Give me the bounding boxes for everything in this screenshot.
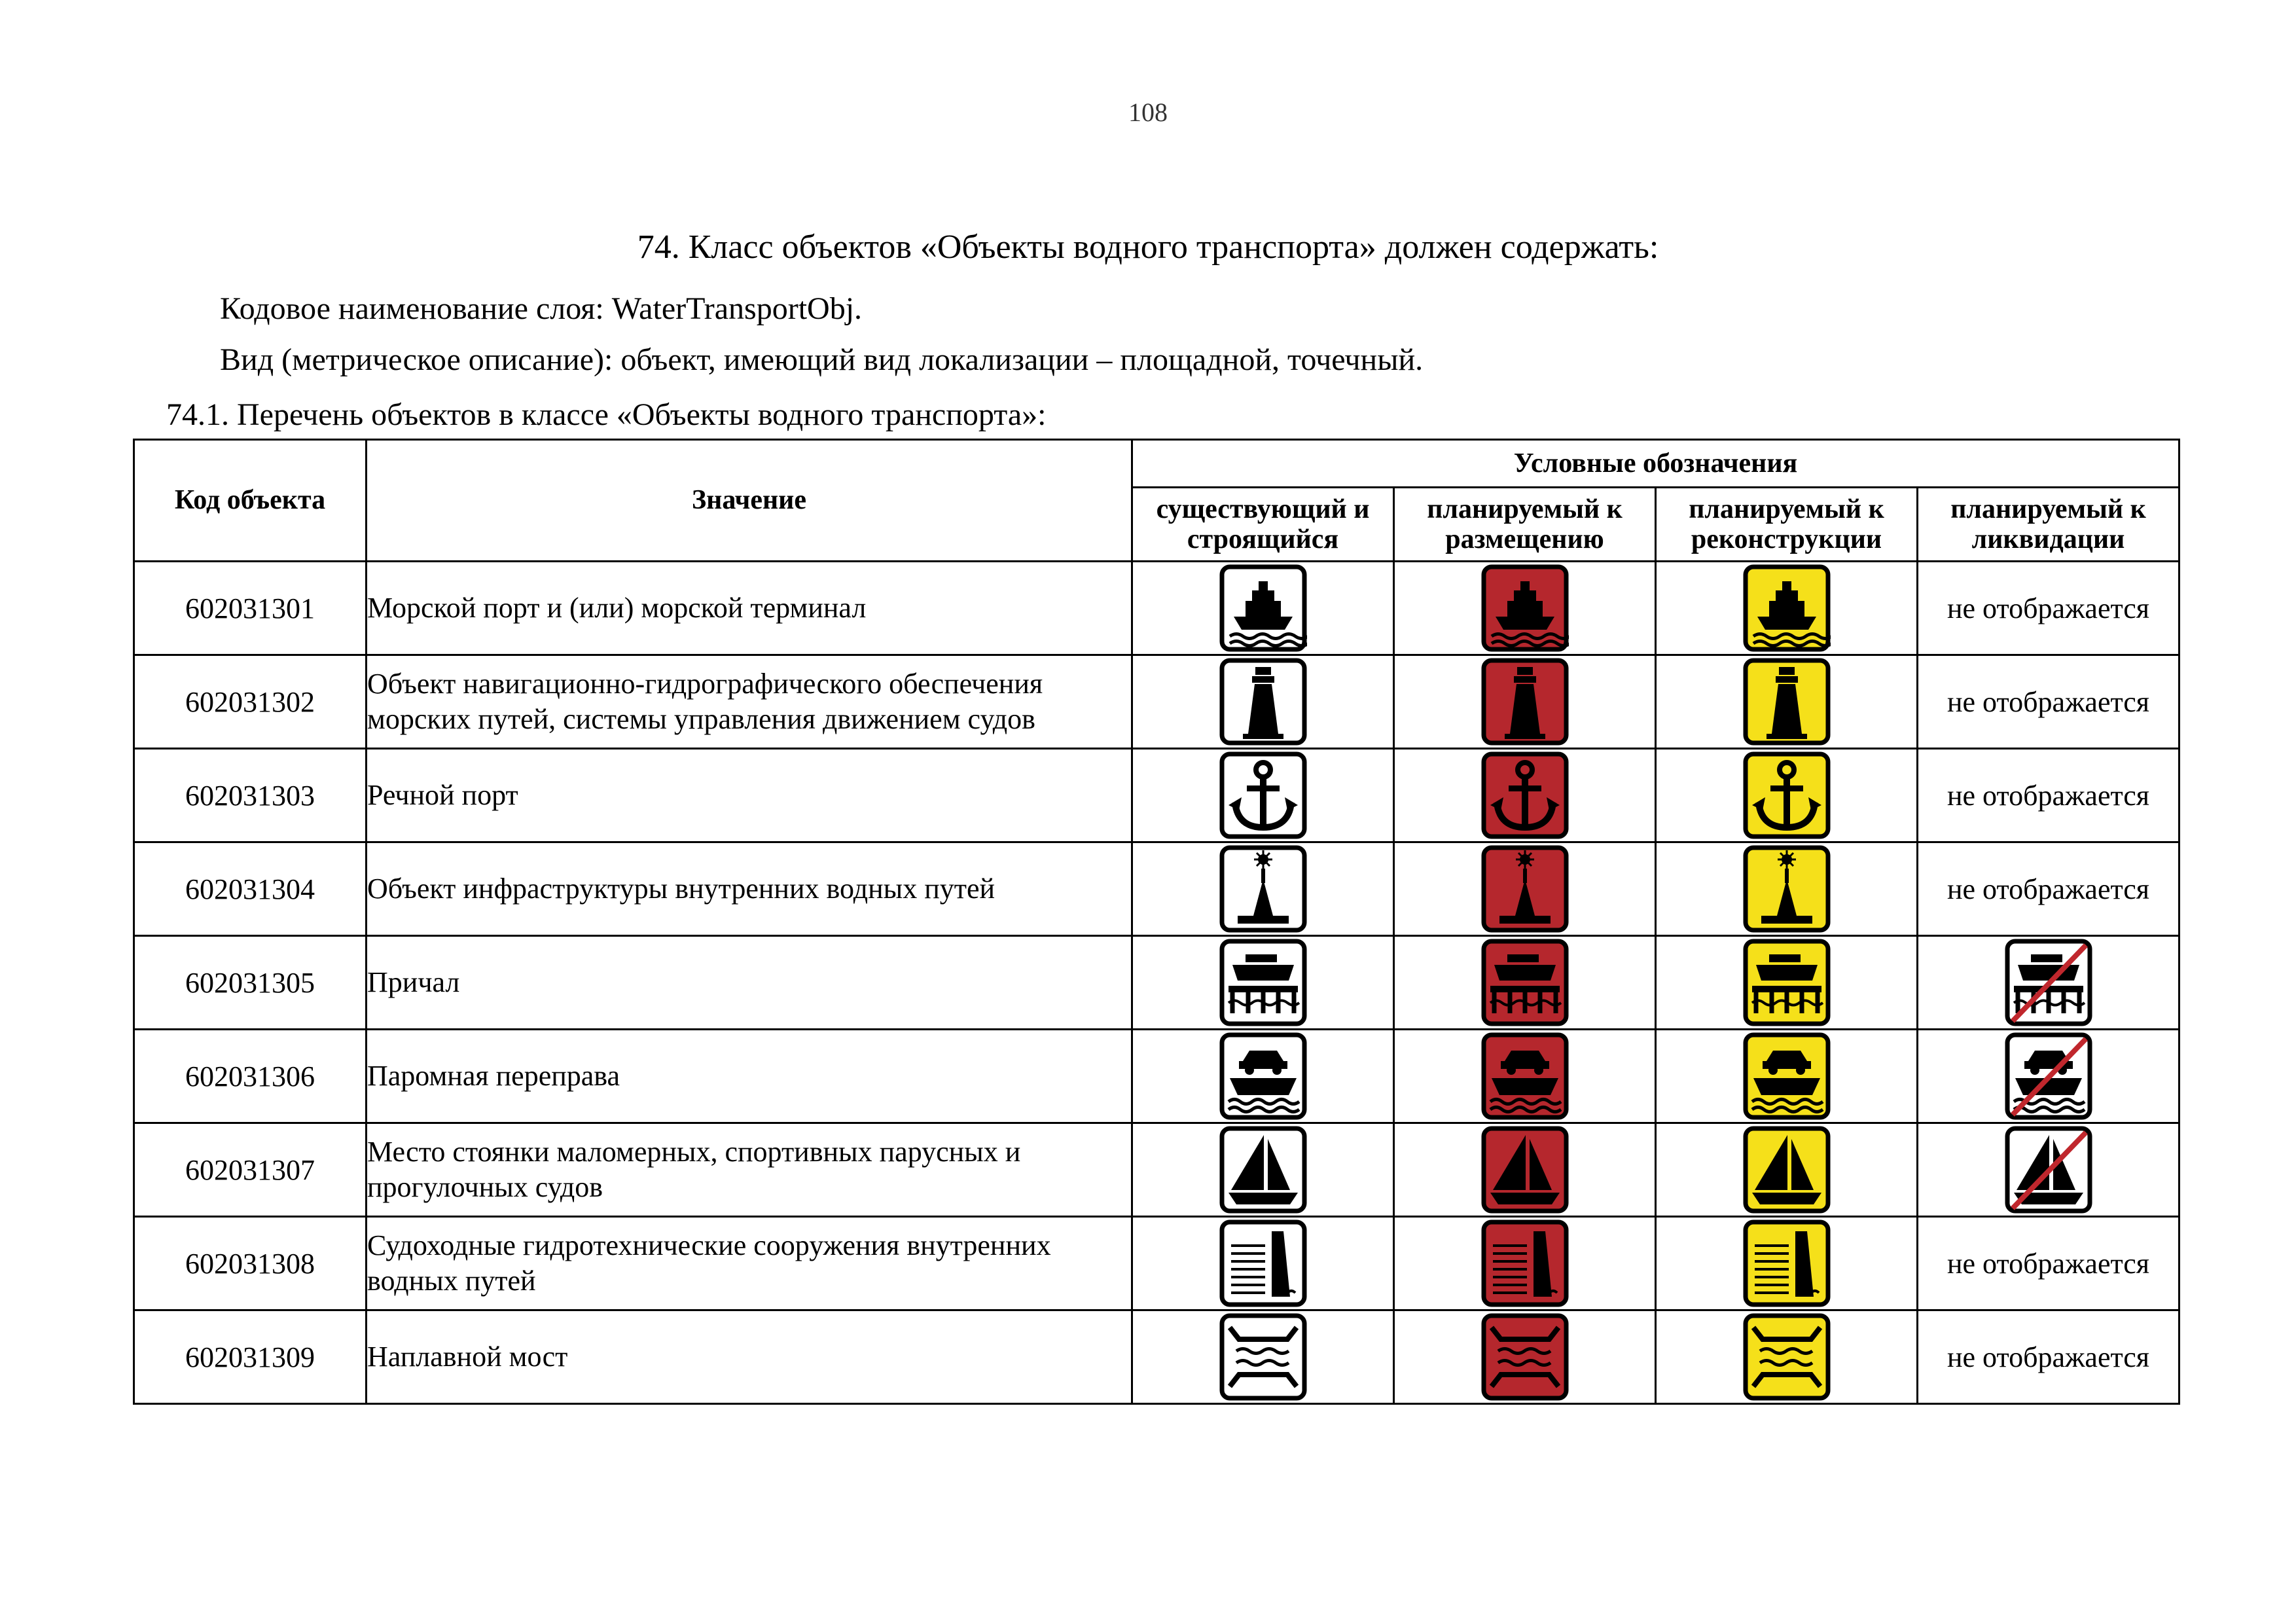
- symbol-cell-planned-reconstruct: [1656, 562, 1918, 655]
- symbol-cell-planned-reconstruct: [1656, 936, 1918, 1030]
- buoy-icon: [1743, 845, 1831, 933]
- pontoon-bridge-icon: [1481, 1313, 1569, 1401]
- header-symbols: Условные обозначения: [1132, 440, 2179, 488]
- not-shown-label: не отображается: [1918, 655, 2179, 749]
- list-title: 74.1. Перечень объектов в классе «Объекты водного транспорта»:: [166, 397, 1047, 432]
- ship-icon: [1481, 564, 1569, 652]
- sailboat-icon: [1481, 1126, 1569, 1214]
- object-code: 602031308: [134, 1217, 367, 1310]
- symbol-cell-planned-reconstruct: [1656, 655, 1918, 749]
- symbol-cell-liquidate: [1918, 936, 2179, 1030]
- page-number: 108: [1128, 98, 1168, 127]
- header-planned-liquidate: планируемый к ликвидации: [1918, 488, 2179, 562]
- object-code: 602031304: [134, 842, 367, 936]
- symbol-cell-liquidate: [1918, 1030, 2179, 1123]
- anchor-icon: [1481, 751, 1569, 839]
- lighthouse-icon: [1481, 658, 1569, 746]
- table-row: [134, 842, 2179, 936]
- pier-icon: [1743, 939, 1831, 1026]
- table-row: [134, 936, 2179, 1030]
- buoy-icon: [1481, 845, 1569, 933]
- object-description: Наплавной мост: [367, 1310, 1132, 1404]
- table-row: [134, 1310, 2179, 1404]
- sailboat-icon: [1219, 1126, 1307, 1214]
- symbol-cell-planned-reconstruct: [1656, 1310, 1918, 1404]
- object-description: Морской порт и (или) морской терминал: [367, 562, 1132, 655]
- symbol-cell-planned-reconstruct: [1656, 1217, 1918, 1310]
- symbol-cell-planned-reconstruct: [1656, 749, 1918, 842]
- object-code: 602031309: [134, 1310, 367, 1404]
- symbol-cell-existing: [1132, 562, 1394, 655]
- pontoon-bridge-icon: [1743, 1313, 1831, 1401]
- metric-line: Вид (метрическое описание): объект, имеющий вид локализации – площадной, точечный.: [220, 342, 1424, 377]
- section-heading: 74. Класс объектов «Объекты водного транспорта» должен содержать:: [637, 228, 1659, 266]
- symbol-cell-planned-place: [1394, 655, 1656, 749]
- ship-icon: [1219, 564, 1307, 652]
- symbol-cell-existing: [1132, 1123, 1394, 1217]
- header-existing: существующий и строящийся: [1132, 488, 1394, 562]
- pier-icon: [1481, 939, 1569, 1026]
- symbol-cell-existing: [1132, 936, 1394, 1030]
- object-description: Причал: [367, 936, 1132, 1030]
- object-code: 602031306: [134, 1030, 367, 1123]
- pontoon-bridge-icon: [1219, 1313, 1307, 1401]
- object-description: Паромная переправа: [367, 1030, 1132, 1123]
- object-code: 602031302: [134, 655, 367, 749]
- layer-code-line: Кодовое наименование слоя: WaterTransportObj.: [220, 291, 863, 326]
- object-description: Судоходные гидротехнические сооружения внутренних водных путей: [367, 1217, 1132, 1310]
- ferry-icon: [2005, 1032, 2092, 1120]
- table-row: [134, 749, 2179, 842]
- object-code: 602031301: [134, 562, 367, 655]
- pier-icon: [2005, 939, 2092, 1026]
- symbol-cell-existing: [1132, 1310, 1394, 1404]
- anchor-icon: [1219, 751, 1307, 839]
- pier-icon: [1219, 939, 1307, 1026]
- sailboat-icon: [2005, 1126, 2092, 1214]
- ship-icon: [1743, 564, 1831, 652]
- lock-dam-icon: [1219, 1219, 1307, 1307]
- sailboat-icon: [1743, 1126, 1831, 1214]
- table-row: [134, 1123, 2179, 1217]
- table-row: [134, 1030, 2179, 1123]
- ferry-icon: [1743, 1032, 1831, 1120]
- table-row: [134, 655, 2179, 749]
- table-row: [134, 562, 2179, 655]
- symbol-cell-planned-place: [1394, 1123, 1656, 1217]
- symbol-cell-existing: [1132, 1030, 1394, 1123]
- symbol-cell-planned-place: [1394, 1310, 1656, 1404]
- object-description: Место стоянки маломерных, спортивных парусных и прогулочных судов: [367, 1123, 1132, 1217]
- object-code: 602031307: [134, 1123, 367, 1217]
- not-shown-label: не отображается: [1918, 1217, 2179, 1310]
- objects-table: [133, 439, 2180, 1405]
- object-code: 602031305: [134, 936, 367, 1030]
- ferry-icon: [1481, 1032, 1569, 1120]
- symbol-cell-planned-place: [1394, 1030, 1656, 1123]
- lighthouse-icon: [1743, 658, 1831, 746]
- not-shown-label: не отображается: [1918, 749, 2179, 842]
- symbol-cell-planned-place: [1394, 562, 1656, 655]
- symbol-cell-existing: [1132, 655, 1394, 749]
- symbol-cell-planned-reconstruct: [1656, 1123, 1918, 1217]
- object-description: Объект навигационно-гидрографического обеспечения морских путей, системы управления движением судов: [367, 655, 1132, 749]
- symbol-cell-existing: [1132, 749, 1394, 842]
- lighthouse-icon: [1219, 658, 1307, 746]
- ferry-icon: [1219, 1032, 1307, 1120]
- object-description: Объект инфраструктуры внутренних водных путей: [367, 842, 1132, 936]
- symbol-cell-planned-place: [1394, 842, 1656, 936]
- lock-dam-icon: [1481, 1219, 1569, 1307]
- anchor-icon: [1743, 751, 1831, 839]
- header-planned-place: планируемый к размещению: [1394, 488, 1656, 562]
- symbol-cell-planned-place: [1394, 936, 1656, 1030]
- symbol-cell-planned-reconstruct: [1656, 1030, 1918, 1123]
- table-row: [134, 1217, 2179, 1310]
- symbol-cell-existing: [1132, 1217, 1394, 1310]
- symbol-cell-planned-reconstruct: [1656, 842, 1918, 936]
- symbol-cell-planned-place: [1394, 749, 1656, 842]
- header-planned-reconstruct: планируемый к реконструкции: [1656, 488, 1918, 562]
- header-desc: Значение: [367, 440, 1132, 562]
- header-code: Код объекта: [134, 440, 367, 562]
- symbol-cell-existing: [1132, 842, 1394, 936]
- lock-dam-icon: [1743, 1219, 1831, 1307]
- object-code: 602031303: [134, 749, 367, 842]
- object-description: Речной порт: [367, 749, 1132, 842]
- buoy-icon: [1219, 845, 1307, 933]
- not-shown-label: не отображается: [1918, 842, 2179, 936]
- symbol-cell-planned-place: [1394, 1217, 1656, 1310]
- not-shown-label: не отображается: [1918, 1310, 2179, 1404]
- not-shown-label: не отображается: [1918, 562, 2179, 655]
- symbol-cell-liquidate: [1918, 1123, 2179, 1217]
